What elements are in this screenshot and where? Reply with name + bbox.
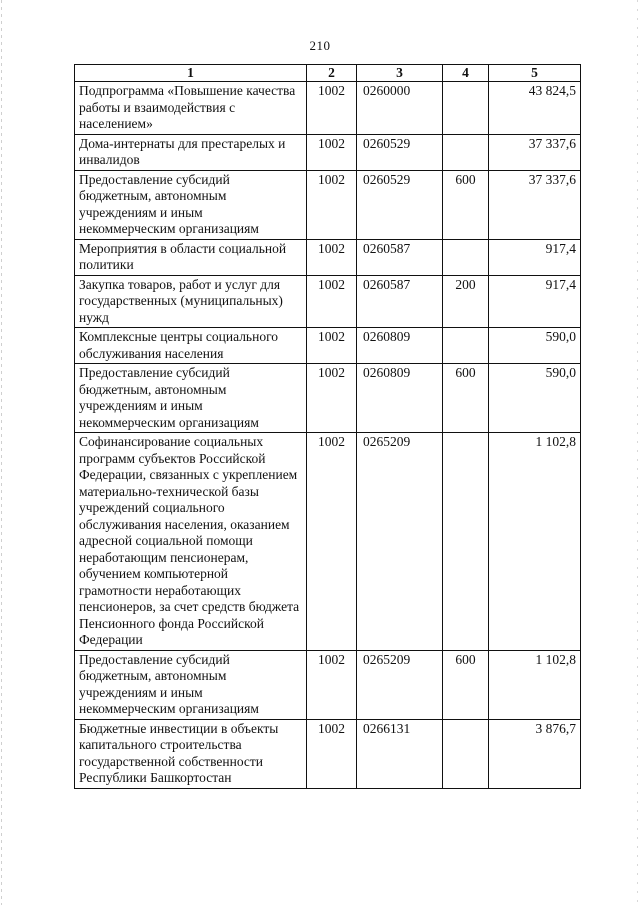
row-amount: 37 337,6 (489, 134, 581, 170)
table-row (75, 239, 581, 275)
row-section: 1002 (307, 170, 357, 239)
scan-edge-left (1, 0, 2, 905)
row-code: 0260529 (357, 134, 443, 170)
row-code: 0260587 (357, 239, 443, 275)
row-code: 0260809 (357, 328, 443, 364)
row-amount: 917,4 (489, 239, 581, 275)
row-section: 1002 (307, 134, 357, 170)
row-kind: 600 (443, 170, 489, 239)
table-row (75, 328, 581, 364)
row-section: 1002 (307, 650, 357, 719)
row-code: 0266131 (357, 719, 443, 788)
row-amount: 43 824,5 (489, 82, 581, 135)
row-code: 0265209 (357, 433, 443, 651)
table-row (75, 82, 581, 135)
column-header-3: 3 (357, 65, 443, 82)
row-section: 1002 (307, 719, 357, 788)
table-row (75, 275, 581, 328)
row-kind (443, 719, 489, 788)
row-name: Закупка товаров, работ и услуг для государственных (муниципальных) нужд (75, 275, 307, 328)
row-kind (443, 134, 489, 170)
row-code: 0265209 (357, 650, 443, 719)
row-kind: 600 (443, 650, 489, 719)
row-kind (443, 328, 489, 364)
column-header-2: 2 (307, 65, 357, 82)
scan-edge-right (637, 0, 638, 905)
row-code: 0260000 (357, 82, 443, 135)
row-amount: 917,4 (489, 275, 581, 328)
row-section: 1002 (307, 364, 357, 433)
row-name: Дома-интернаты для престарелых и инвалидов (75, 134, 307, 170)
column-header-5: 5 (489, 65, 581, 82)
row-name: Подпрограмма «Повышение качества работы и взаимодействия с населением» (75, 82, 307, 135)
row-name: Предоставление субсидий бюджетным, автономным учреждениям и иным некоммерческим организациям (75, 364, 307, 433)
row-section: 1002 (307, 239, 357, 275)
row-kind: 200 (443, 275, 489, 328)
row-kind (443, 82, 489, 135)
table-row (75, 719, 581, 788)
row-amount: 590,0 (489, 328, 581, 364)
row-code: 0260587 (357, 275, 443, 328)
table-row (75, 134, 581, 170)
row-amount: 37 337,6 (489, 170, 581, 239)
table-row (75, 650, 581, 719)
row-section: 1002 (307, 82, 357, 135)
page-number: 210 (309, 38, 331, 53)
row-name: Комплексные центры социального обслуживания населения (75, 328, 307, 364)
row-section: 1002 (307, 328, 357, 364)
row-amount: 1 102,8 (489, 433, 581, 651)
row-name: Софинансирование социальных программ субъектов Российской Федерации, связанных с укреплением материально-технической базы учреждений социального обслуживания населения, оказанием адресной социальной помощи неработающим пенсионерам, обучением компьютерной грамотности неработающих пенсионеров, за счет средств бюджета Пенсионного фонда Российской Федерации (75, 433, 307, 651)
row-kind (443, 433, 489, 651)
table-row (75, 364, 581, 433)
table-row (75, 433, 581, 651)
row-amount: 590,0 (489, 364, 581, 433)
row-code: 0260809 (357, 364, 443, 433)
row-amount: 3 876,7 (489, 719, 581, 788)
row-kind: 600 (443, 364, 489, 433)
column-header-1: 1 (75, 65, 307, 82)
row-name: Мероприятия в области социальной политики (75, 239, 307, 275)
table-row (75, 170, 581, 239)
table-header-row (75, 65, 581, 82)
row-name: Предоставление субсидий бюджетным, автономным учреждениям и иным некоммерческим организациям (75, 650, 307, 719)
row-amount: 1 102,8 (489, 650, 581, 719)
row-kind (443, 239, 489, 275)
row-section: 1002 (307, 275, 357, 328)
row-section: 1002 (307, 433, 357, 651)
row-name: Бюджетные инвестиции в объекты капитального строительства государственной собственности Республики Башкортостан (75, 719, 307, 788)
row-name: Предоставление субсидий бюджетным, автономным учреждениям и иным некоммерческим организациям (75, 170, 307, 239)
column-header-4: 4 (443, 65, 489, 82)
row-code: 0260529 (357, 170, 443, 239)
budget-table (74, 64, 581, 789)
